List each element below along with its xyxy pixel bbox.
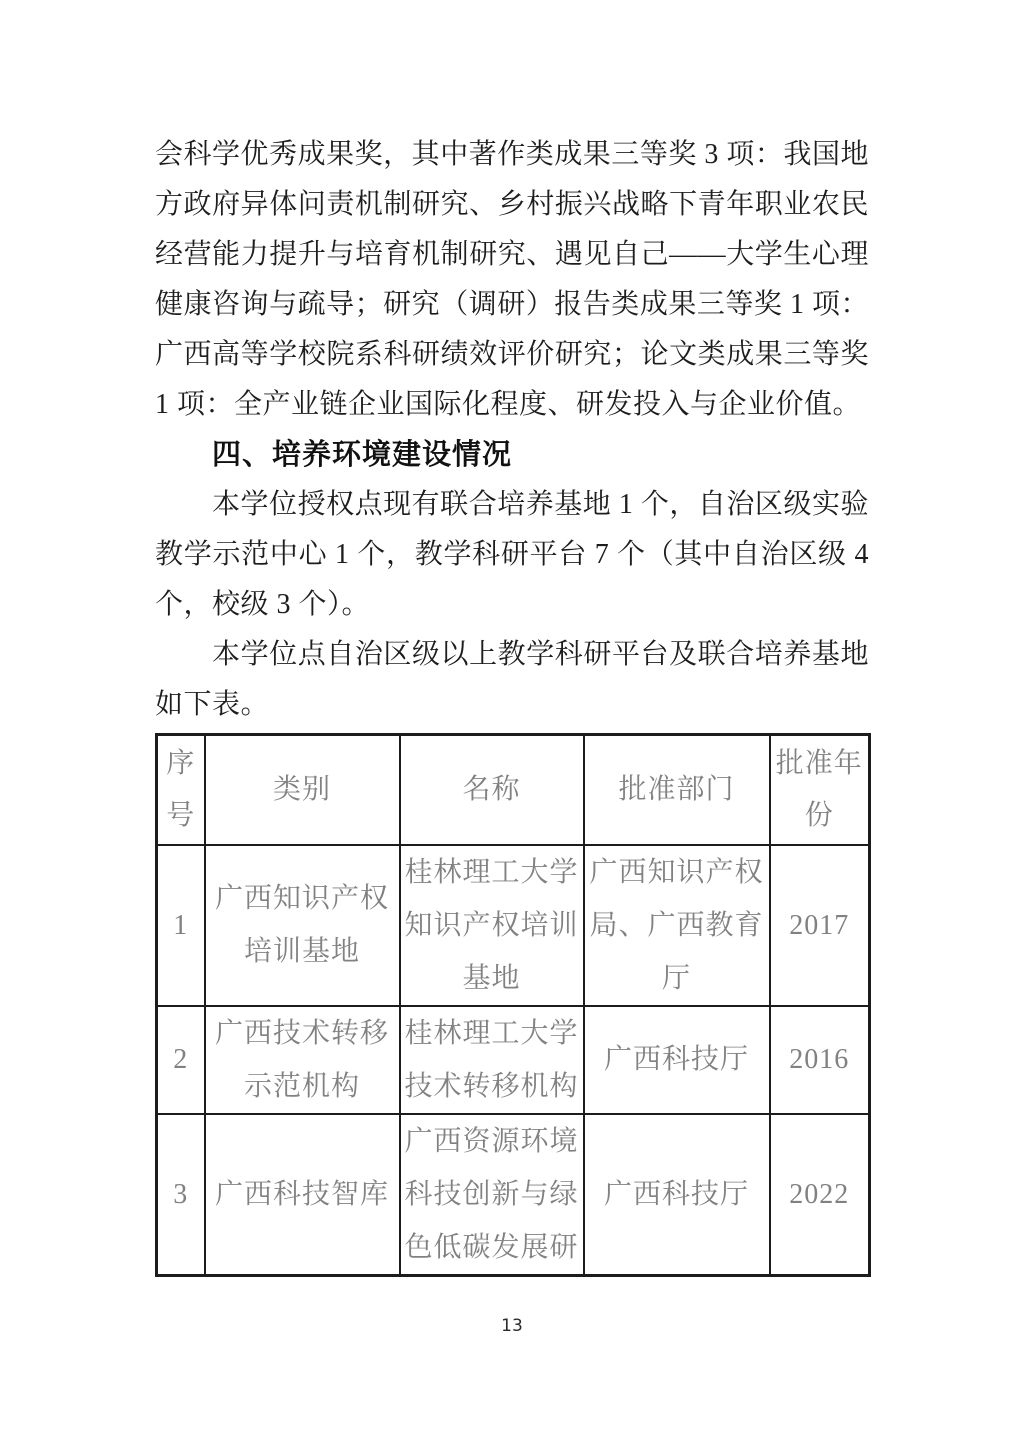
paragraph-table-intro: 本学位点自治区级以上教学科研平台及联合培养基地如下表。	[155, 639, 869, 720]
cell-name: 桂林理工大学知识产权培训基地	[400, 845, 584, 1006]
header-cell-no: 序号	[157, 735, 205, 845]
page-number: 13	[501, 1316, 523, 1336]
paragraph-training-environment: 本学位授权点现有联合培养基地 1 个，自治区级实验教学示范中心 1 个，教学科研平台 7 个（其中自治区级 4 个，校级 3 个）。	[155, 489, 869, 620]
platforms-table	[155, 733, 871, 1277]
cell-category: 广西知识产权培训基地	[205, 845, 400, 1006]
table-row	[157, 1114, 870, 1276]
cell-category: 广西技术转移示范机构	[205, 1006, 400, 1114]
header-cell-category: 类别	[205, 735, 400, 845]
cell-year: 2017	[770, 845, 870, 1006]
header-cell-year: 批准年份	[770, 735, 870, 845]
cell-year: 2022	[770, 1114, 870, 1276]
table-row	[157, 1006, 870, 1114]
header-row	[157, 735, 870, 845]
cell-no: 2	[157, 1006, 205, 1114]
cell-name: 桂林理工大学技术转移机构	[400, 1006, 584, 1114]
cell-department: 广西科技厅	[584, 1006, 770, 1114]
platforms-table-header	[157, 735, 870, 845]
cell-name: 广西资源环境科技创新与绿色低碳发展研	[400, 1114, 584, 1276]
section-heading: 四、培养环境建设情况	[212, 439, 513, 471]
platforms-table-body	[157, 845, 870, 1276]
cell-department: 广西知识产权局、广西教育厅	[584, 845, 770, 1006]
cell-no: 3	[157, 1114, 205, 1276]
cell-no: 1	[157, 845, 205, 1006]
page-content	[155, 130, 869, 1277]
cell-year: 2016	[770, 1006, 870, 1114]
cell-department: 广西科技厅	[584, 1114, 770, 1276]
paragraph-continuation: 会科学优秀成果奖，其中著作类成果三等奖 3 项：我国地方政府异体问责机制研究、乡村振兴战略下青年职业农民经营能力提升与培育机制研究、遇见自己——大学生心理健康咨询与疏导；研究（调研）报告类成果三等奖 1 项：广西高等学校院系科研绩效评价研究；论文类成果三等奖 1 项：全产业链企业国际化程度、研发投入与企业价值。	[155, 139, 869, 420]
header-cell-name: 名称	[400, 735, 584, 845]
header-cell-department: 批准部门	[584, 735, 770, 845]
cell-category: 广西科技智库	[205, 1114, 400, 1276]
table-row	[157, 845, 870, 1006]
